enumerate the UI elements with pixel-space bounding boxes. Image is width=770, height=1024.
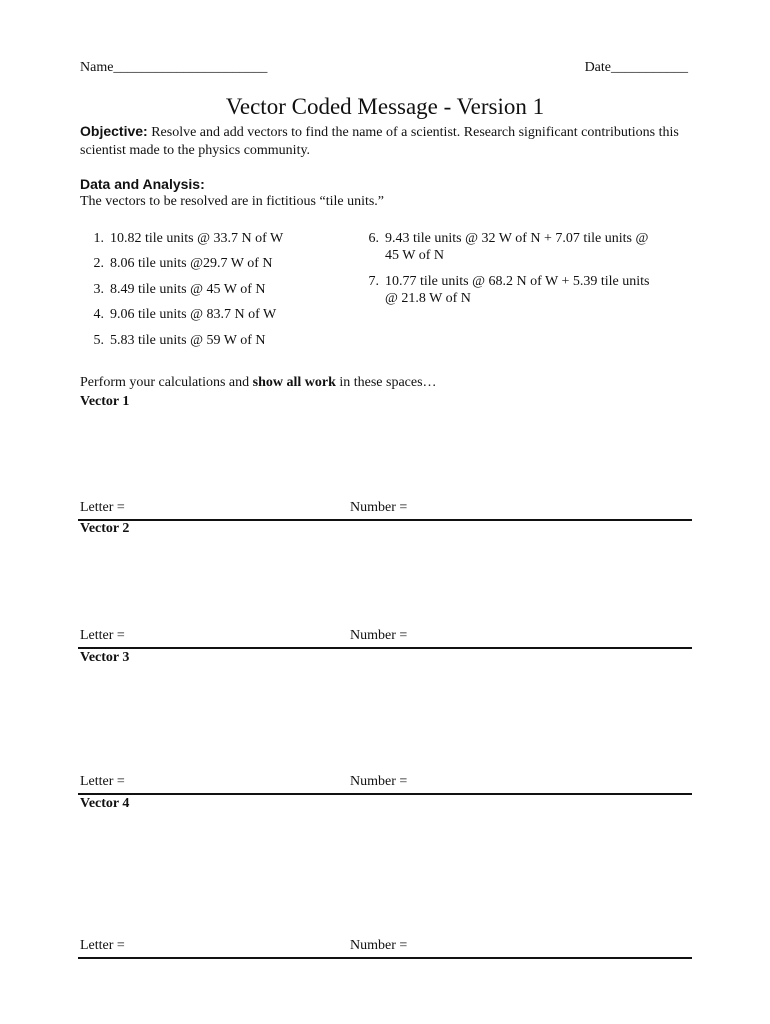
list-item-text-line1: 9.43 tile units @ 32 W of N + 7.07 tile units @	[385, 231, 649, 246]
list-item-text: 8.49 tile units @ 45 W of N	[110, 282, 266, 297]
answer-row	[78, 774, 692, 795]
list-item-text-line1: 10.77 tile units @ 68.2 N of W + 5.39 tile units	[385, 274, 650, 289]
number-answer-label: Number =	[350, 500, 408, 515]
vector-section-label: Vector 4	[80, 796, 130, 811]
data-analysis-heading: Data and Analysis:	[80, 176, 205, 192]
objective-paragraph	[80, 122, 700, 160]
name-field-label: Name______________________	[80, 60, 268, 75]
list-item-number: 5.	[93, 333, 104, 348]
list-item-text-line2: 45 W of N	[385, 248, 444, 263]
list-item-number: 6.	[368, 231, 379, 246]
list-item	[80, 255, 272, 272]
list-item-number: 3.	[93, 282, 104, 297]
letter-answer-label: Letter =	[80, 774, 125, 789]
list-item-text: 10.82 tile units @ 33.7 N of W	[110, 231, 284, 246]
list-item-number: 7.	[368, 274, 379, 289]
answer-row	[78, 938, 692, 959]
list-item	[355, 230, 648, 264]
list-item-number: 2.	[93, 256, 104, 271]
list-item-text: 5.83 tile units @ 59 W of N	[110, 333, 266, 348]
vector-section-label: Vector 1	[80, 394, 130, 409]
date-field-label: Date___________	[584, 60, 688, 75]
number-answer-label: Number =	[350, 938, 408, 953]
work-instructions-emphasis: show all work	[252, 375, 336, 390]
list-item-number: 4.	[93, 307, 104, 322]
list-item	[80, 332, 265, 349]
list-item	[80, 281, 265, 298]
page-title: Vector Coded Message - Version 1	[225, 94, 545, 119]
work-instructions-text: Perform your calculations and	[80, 375, 253, 390]
data-analysis-intro: The vectors to be resolved are in fictitious “tile units.”	[80, 194, 385, 209]
list-item-text: 9.06 tile units @ 83.7 N of W	[110, 307, 277, 322]
list-item	[80, 306, 276, 323]
letter-answer-label: Letter =	[80, 938, 125, 953]
objective-label: Objective:	[80, 123, 148, 139]
work-instructions-tail: in these spaces…	[335, 375, 437, 390]
letter-answer-label: Letter =	[80, 500, 125, 515]
list-item	[80, 230, 283, 247]
number-answer-label: Number =	[350, 774, 408, 789]
work-instructions	[80, 375, 437, 391]
answer-row	[78, 500, 692, 521]
list-item-number: 1.	[93, 231, 104, 246]
list-item-text: 8.06 tile units @29.7 W of N	[110, 256, 273, 271]
answer-row	[78, 628, 692, 649]
vector-section-label: Vector 2	[80, 521, 130, 536]
number-answer-label: Number =	[350, 628, 408, 643]
objective-text: Resolve and add vectors to find the name of a scientist. Research significant contributions this scientist made to the physics community.	[80, 125, 679, 158]
list-item	[355, 273, 650, 307]
letter-answer-label: Letter =	[80, 628, 125, 643]
vector-section-label: Vector 3	[80, 650, 130, 665]
list-item-text-line2: @ 21.8 W of N	[385, 291, 471, 306]
